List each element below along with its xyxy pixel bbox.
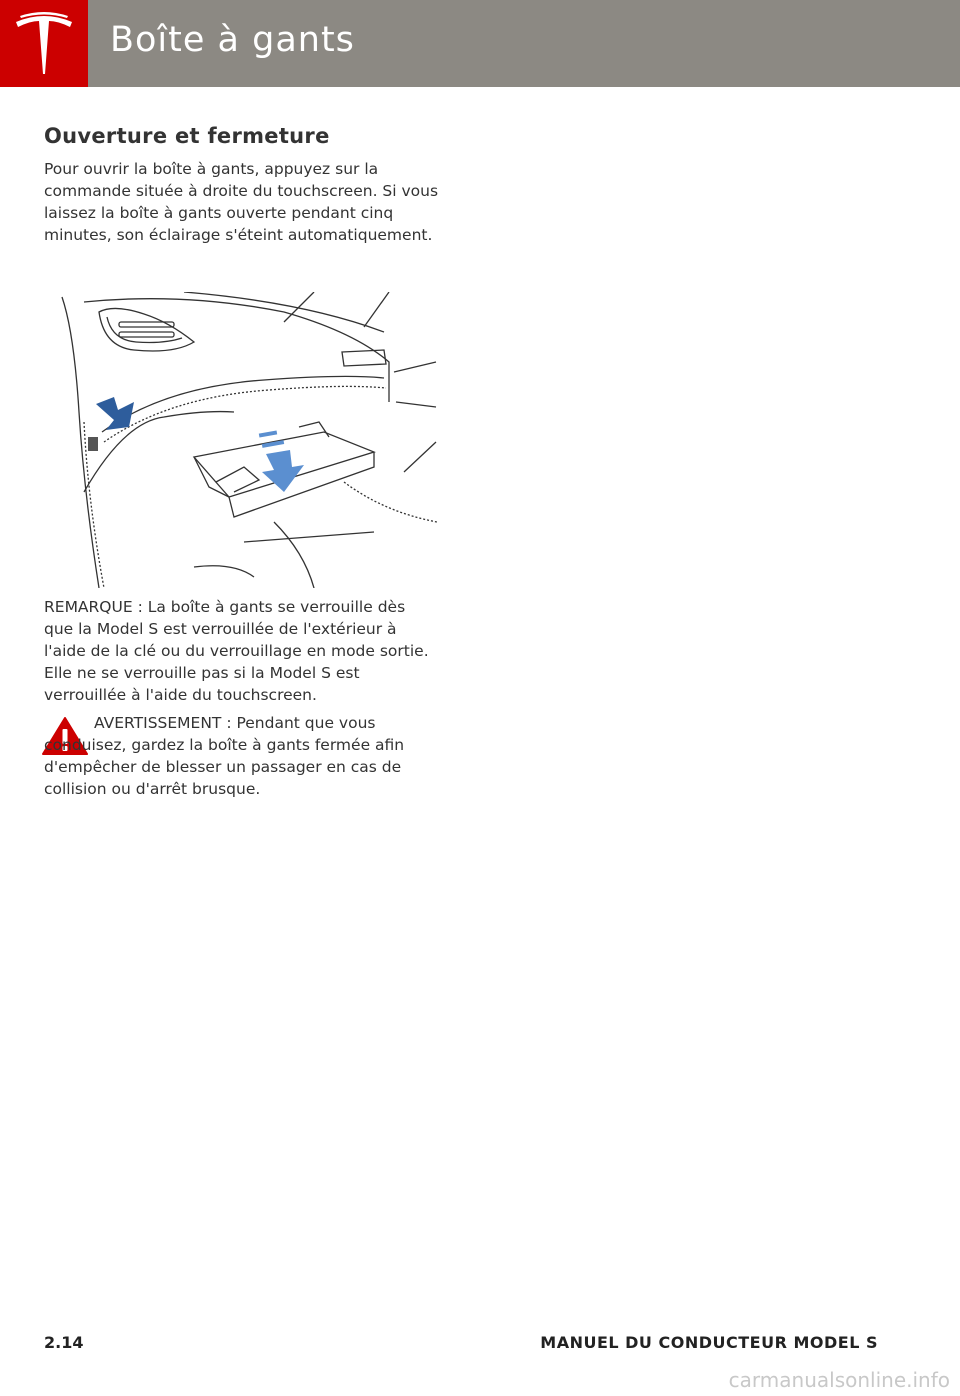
section-title: Ouverture et fermeture (44, 124, 330, 148)
watermark: carmanualsonline.info (728, 1368, 950, 1392)
open-arrow-icon (262, 450, 304, 492)
page-number: 2.14 (44, 1333, 84, 1352)
tesla-logo-icon (14, 12, 74, 76)
push-arrow-icon (96, 397, 134, 430)
note-paragraph: REMARQUE : La boîte à gants se verrouille dès que la Model S est verrouillée de l'extérieur à l'aide de la clé ou du verrouillage en mode sortie. Elle ne se verrouille pas si la Model S est verrouillée à l'aide du touchscreen. (44, 598, 429, 704)
logo-box (0, 0, 88, 87)
warning-paragraph: AVERTISSEMENT : Pendant que vous conduisez, gardez la boîte à gants fermée afin d'empêcher de blesser un passager en cas de collision ou d'arrêt brusque. (44, 714, 405, 798)
page-title: Boîte à gants (110, 20, 355, 60)
manual-title: MANUEL DU CONDUCTEUR MODEL S (540, 1333, 878, 1352)
glovebox-illustration (44, 292, 437, 588)
intro-paragraph: Pour ouvrir la boîte à gants, appuyez sur la commande située à droite du touchscreen. Si vous laissez la boîte à gants ouverte pendant cinq minutes, son éclairage s'éteint automatiquement. (44, 160, 439, 244)
